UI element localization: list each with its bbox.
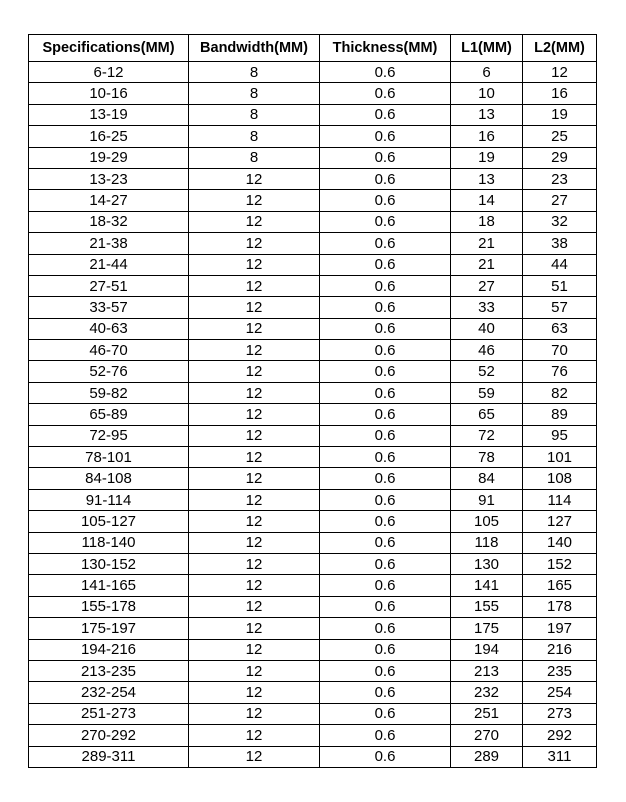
table-row xyxy=(29,62,597,83)
cell-thickness: 0.6 xyxy=(320,147,451,168)
cell-l1: 18 xyxy=(451,211,523,232)
cell-l1: 289 xyxy=(451,746,523,767)
table-row xyxy=(29,746,597,767)
cell-l1: 78 xyxy=(451,447,523,468)
cell-bandwidth: 12 xyxy=(189,361,320,382)
cell-l2: 140 xyxy=(523,532,597,553)
cell-l1: 84 xyxy=(451,468,523,489)
cell-bandwidth: 12 xyxy=(189,725,320,746)
cell-bandwidth: 12 xyxy=(189,532,320,553)
cell-bandwidth: 8 xyxy=(189,147,320,168)
table-row xyxy=(29,682,597,703)
table-row xyxy=(29,297,597,318)
cell-specification: 251-273 xyxy=(29,703,189,724)
cell-bandwidth: 12 xyxy=(189,575,320,596)
table-row xyxy=(29,703,597,724)
cell-l2: 44 xyxy=(523,254,597,275)
cell-thickness: 0.6 xyxy=(320,233,451,254)
cell-l2: 57 xyxy=(523,297,597,318)
cell-l1: 33 xyxy=(451,297,523,318)
cell-l2: 254 xyxy=(523,682,597,703)
cell-bandwidth: 8 xyxy=(189,104,320,125)
table-row xyxy=(29,468,597,489)
cell-l2: 197 xyxy=(523,618,597,639)
cell-thickness: 0.6 xyxy=(320,725,451,746)
cell-l2: 23 xyxy=(523,168,597,189)
table-row xyxy=(29,639,597,660)
cell-l1: 155 xyxy=(451,596,523,617)
cell-l1: 91 xyxy=(451,489,523,510)
cell-thickness: 0.6 xyxy=(320,511,451,532)
header-bandwidth: Bandwidth(MM) xyxy=(189,35,320,62)
cell-thickness: 0.6 xyxy=(320,297,451,318)
cell-thickness: 0.6 xyxy=(320,468,451,489)
cell-specification: 59-82 xyxy=(29,382,189,403)
cell-bandwidth: 12 xyxy=(189,553,320,574)
cell-bandwidth: 12 xyxy=(189,425,320,446)
cell-l2: 25 xyxy=(523,126,597,147)
cell-bandwidth: 12 xyxy=(189,746,320,767)
cell-bandwidth: 12 xyxy=(189,297,320,318)
cell-l2: 101 xyxy=(523,447,597,468)
table-header xyxy=(29,35,597,62)
cell-thickness: 0.6 xyxy=(320,553,451,574)
table-row xyxy=(29,361,597,382)
table-row xyxy=(29,489,597,510)
cell-l1: 141 xyxy=(451,575,523,596)
cell-specification: 46-70 xyxy=(29,340,189,361)
cell-specification: 91-114 xyxy=(29,489,189,510)
table-row xyxy=(29,104,597,125)
cell-l1: 59 xyxy=(451,382,523,403)
cell-l1: 194 xyxy=(451,639,523,660)
cell-l1: 13 xyxy=(451,104,523,125)
cell-l1: 270 xyxy=(451,725,523,746)
cell-l1: 46 xyxy=(451,340,523,361)
cell-bandwidth: 12 xyxy=(189,275,320,296)
table-row xyxy=(29,575,597,596)
cell-specification: 194-216 xyxy=(29,639,189,660)
cell-specification: 21-38 xyxy=(29,233,189,254)
cell-l1: 14 xyxy=(451,190,523,211)
cell-l2: 16 xyxy=(523,83,597,104)
cell-bandwidth: 12 xyxy=(189,596,320,617)
table-row xyxy=(29,168,597,189)
cell-thickness: 0.6 xyxy=(320,532,451,553)
cell-l1: 251 xyxy=(451,703,523,724)
cell-specification: 18-32 xyxy=(29,211,189,232)
cell-thickness: 0.6 xyxy=(320,104,451,125)
cell-l2: 51 xyxy=(523,275,597,296)
cell-bandwidth: 12 xyxy=(189,340,320,361)
cell-bandwidth: 12 xyxy=(189,168,320,189)
cell-l2: 178 xyxy=(523,596,597,617)
table-row xyxy=(29,404,597,425)
cell-specification: 141-165 xyxy=(29,575,189,596)
header-thickness: Thickness(MM) xyxy=(320,35,451,62)
cell-bandwidth: 12 xyxy=(189,511,320,532)
cell-thickness: 0.6 xyxy=(320,62,451,83)
table-row xyxy=(29,190,597,211)
cell-l2: 108 xyxy=(523,468,597,489)
cell-thickness: 0.6 xyxy=(320,703,451,724)
cell-specification: 40-63 xyxy=(29,318,189,339)
cell-bandwidth: 12 xyxy=(189,190,320,211)
cell-l1: 6 xyxy=(451,62,523,83)
cell-bandwidth: 12 xyxy=(189,489,320,510)
cell-l1: 130 xyxy=(451,553,523,574)
cell-l1: 16 xyxy=(451,126,523,147)
cell-l2: 235 xyxy=(523,660,597,681)
cell-specification: 105-127 xyxy=(29,511,189,532)
cell-thickness: 0.6 xyxy=(320,318,451,339)
cell-bandwidth: 12 xyxy=(189,447,320,468)
cell-l2: 165 xyxy=(523,575,597,596)
table-row xyxy=(29,425,597,446)
cell-bandwidth: 12 xyxy=(189,318,320,339)
table-body xyxy=(29,62,597,768)
table-row xyxy=(29,596,597,617)
cell-specification: 10-16 xyxy=(29,83,189,104)
table-row xyxy=(29,147,597,168)
cell-specification: 232-254 xyxy=(29,682,189,703)
cell-l2: 19 xyxy=(523,104,597,125)
table-row xyxy=(29,725,597,746)
cell-l2: 152 xyxy=(523,553,597,574)
cell-thickness: 0.6 xyxy=(320,489,451,510)
cell-l1: 65 xyxy=(451,404,523,425)
cell-thickness: 0.6 xyxy=(320,168,451,189)
cell-thickness: 0.6 xyxy=(320,682,451,703)
cell-l1: 19 xyxy=(451,147,523,168)
cell-l2: 29 xyxy=(523,147,597,168)
cell-specification: 78-101 xyxy=(29,447,189,468)
cell-thickness: 0.6 xyxy=(320,639,451,660)
table-row xyxy=(29,211,597,232)
cell-bandwidth: 8 xyxy=(189,126,320,147)
cell-l2: 127 xyxy=(523,511,597,532)
cell-specification: 19-29 xyxy=(29,147,189,168)
cell-specification: 14-27 xyxy=(29,190,189,211)
cell-l1: 72 xyxy=(451,425,523,446)
cell-l2: 311 xyxy=(523,746,597,767)
cell-thickness: 0.6 xyxy=(320,275,451,296)
header-l2: L2(MM) xyxy=(523,35,597,62)
table-row xyxy=(29,83,597,104)
table-row xyxy=(29,660,597,681)
cell-l1: 13 xyxy=(451,168,523,189)
cell-thickness: 0.6 xyxy=(320,660,451,681)
cell-l2: 12 xyxy=(523,62,597,83)
cell-specification: 21-44 xyxy=(29,254,189,275)
cell-bandwidth: 12 xyxy=(189,382,320,403)
cell-thickness: 0.6 xyxy=(320,190,451,211)
cell-specification: 16-25 xyxy=(29,126,189,147)
cell-thickness: 0.6 xyxy=(320,575,451,596)
cell-thickness: 0.6 xyxy=(320,126,451,147)
cell-l2: 273 xyxy=(523,703,597,724)
cell-specification: 72-95 xyxy=(29,425,189,446)
cell-specification: 33-57 xyxy=(29,297,189,318)
cell-thickness: 0.6 xyxy=(320,211,451,232)
cell-l1: 10 xyxy=(451,83,523,104)
table-row xyxy=(29,553,597,574)
table-row xyxy=(29,233,597,254)
cell-l1: 118 xyxy=(451,532,523,553)
cell-l1: 27 xyxy=(451,275,523,296)
cell-thickness: 0.6 xyxy=(320,404,451,425)
cell-specification: 118-140 xyxy=(29,532,189,553)
cell-specification: 52-76 xyxy=(29,361,189,382)
cell-specification: 155-178 xyxy=(29,596,189,617)
cell-bandwidth: 12 xyxy=(189,639,320,660)
cell-l1: 232 xyxy=(451,682,523,703)
cell-thickness: 0.6 xyxy=(320,83,451,104)
cell-l2: 114 xyxy=(523,489,597,510)
table-row xyxy=(29,532,597,553)
cell-specification: 6-12 xyxy=(29,62,189,83)
cell-l2: 82 xyxy=(523,382,597,403)
cell-thickness: 0.6 xyxy=(320,447,451,468)
cell-l2: 95 xyxy=(523,425,597,446)
cell-specification: 213-235 xyxy=(29,660,189,681)
cell-bandwidth: 12 xyxy=(189,618,320,639)
table-row xyxy=(29,511,597,532)
cell-thickness: 0.6 xyxy=(320,618,451,639)
cell-specification: 130-152 xyxy=(29,553,189,574)
cell-l2: 70 xyxy=(523,340,597,361)
cell-l1: 52 xyxy=(451,361,523,382)
cell-specification: 175-197 xyxy=(29,618,189,639)
header-row xyxy=(29,35,597,62)
cell-l2: 27 xyxy=(523,190,597,211)
table-row xyxy=(29,275,597,296)
cell-specification: 289-311 xyxy=(29,746,189,767)
cell-thickness: 0.6 xyxy=(320,382,451,403)
cell-l1: 21 xyxy=(451,233,523,254)
cell-bandwidth: 12 xyxy=(189,468,320,489)
cell-bandwidth: 8 xyxy=(189,62,320,83)
table-row xyxy=(29,382,597,403)
cell-specification: 84-108 xyxy=(29,468,189,489)
cell-l2: 89 xyxy=(523,404,597,425)
cell-bandwidth: 12 xyxy=(189,703,320,724)
cell-thickness: 0.6 xyxy=(320,746,451,767)
cell-l2: 76 xyxy=(523,361,597,382)
table-row xyxy=(29,318,597,339)
cell-l2: 63 xyxy=(523,318,597,339)
cell-specification: 13-23 xyxy=(29,168,189,189)
cell-l1: 105 xyxy=(451,511,523,532)
cell-l2: 292 xyxy=(523,725,597,746)
cell-thickness: 0.6 xyxy=(320,596,451,617)
cell-thickness: 0.6 xyxy=(320,254,451,275)
table-row xyxy=(29,447,597,468)
cell-l1: 21 xyxy=(451,254,523,275)
cell-l2: 32 xyxy=(523,211,597,232)
cell-specification: 65-89 xyxy=(29,404,189,425)
cell-l2: 38 xyxy=(523,233,597,254)
cell-l1: 40 xyxy=(451,318,523,339)
header-specifications: Specifications(MM) xyxy=(29,35,189,62)
cell-bandwidth: 12 xyxy=(189,682,320,703)
cell-specification: 27-51 xyxy=(29,275,189,296)
cell-thickness: 0.6 xyxy=(320,425,451,446)
table-row xyxy=(29,126,597,147)
cell-l1: 175 xyxy=(451,618,523,639)
cell-l1: 213 xyxy=(451,660,523,681)
table-row xyxy=(29,618,597,639)
cell-bandwidth: 12 xyxy=(189,233,320,254)
header-l1: L1(MM) xyxy=(451,35,523,62)
cell-specification: 270-292 xyxy=(29,725,189,746)
cell-bandwidth: 12 xyxy=(189,660,320,681)
cell-l2: 216 xyxy=(523,639,597,660)
cell-bandwidth: 12 xyxy=(189,211,320,232)
table-row xyxy=(29,254,597,275)
cell-bandwidth: 12 xyxy=(189,254,320,275)
table-row xyxy=(29,340,597,361)
cell-thickness: 0.6 xyxy=(320,361,451,382)
cell-bandwidth: 12 xyxy=(189,404,320,425)
specifications-table xyxy=(28,34,597,768)
cell-specification: 13-19 xyxy=(29,104,189,125)
cell-bandwidth: 8 xyxy=(189,83,320,104)
cell-thickness: 0.6 xyxy=(320,340,451,361)
